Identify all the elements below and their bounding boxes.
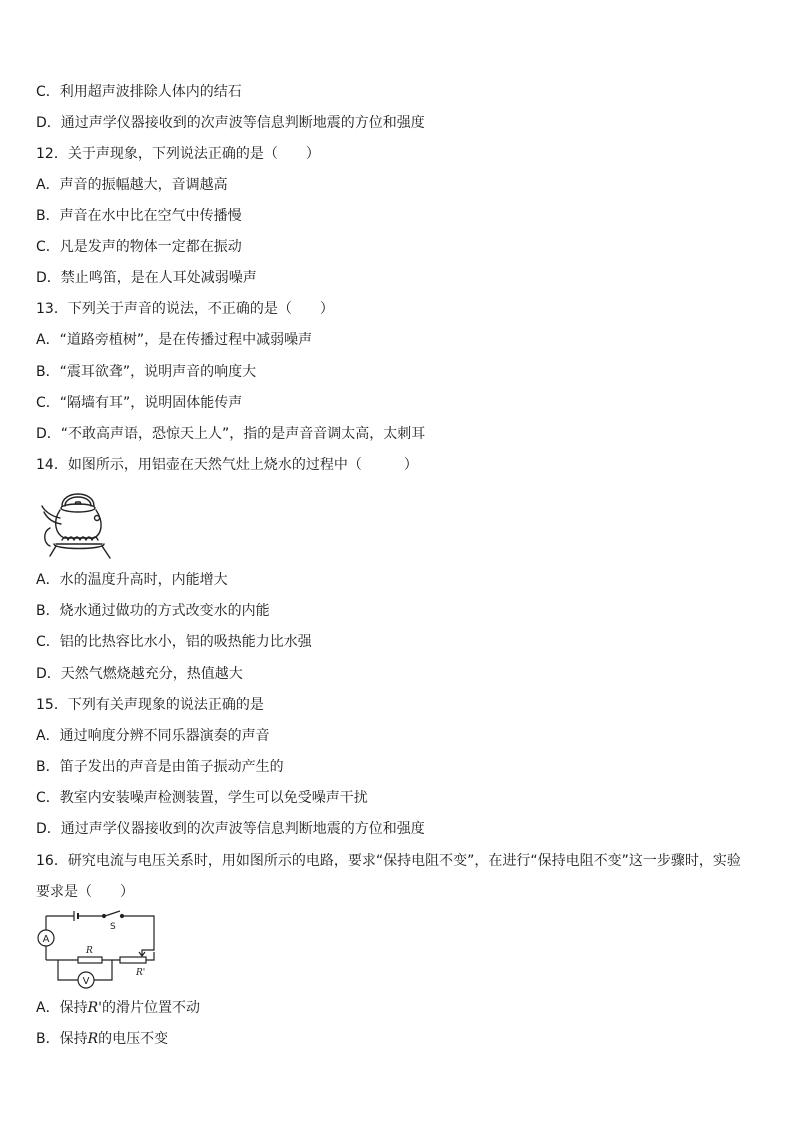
rheostat-symbol: R' xyxy=(87,1000,102,1016)
q15-option-c: C．教室内安装噪声检测装置，学生可以免受噪声干扰 xyxy=(36,790,368,806)
q16-option-a xyxy=(36,998,200,1018)
q12-option-a: A．声音的振幅越大，音调越高 xyxy=(36,177,228,193)
q14-option-a: A．水的温度升高时，内能增大 xyxy=(36,572,228,588)
q15-option-d: D．通过声学仪器接收到的次声波等信息判断地震的方位和强度 xyxy=(36,821,425,837)
ammeter-label: A xyxy=(42,934,50,945)
q16-option-b xyxy=(36,1029,168,1049)
voltmeter-label: V xyxy=(82,976,90,987)
q12-option-c: C．凡是发声的物体一定都在振动 xyxy=(36,239,242,255)
q11-option-c: C．利用超声波排除人体内的结石 xyxy=(36,84,242,100)
q16-stem-line2: 要求是（ ） xyxy=(36,884,134,900)
q16-stem-line1: 16．研究电流与电压关系时，用如图所示的电路，要求“保持电阻不变”，在进行“保持电阻不变”这一步骤时，实验 xyxy=(36,853,741,869)
q13-option-c: C．“隔墙有耳”，说明固体能传声 xyxy=(36,395,243,411)
circuit-diagram xyxy=(34,908,162,992)
q13-option-b: B．“震耳欲聋”，说明声音的响度大 xyxy=(36,364,257,380)
q14-option-d: D．天然气燃烧越充分，热值越大 xyxy=(36,666,243,682)
q13-option-d: D．“不敢高声语，恐惊天上人”，指的是声音音调太高，太刺耳 xyxy=(36,426,426,442)
q14-option-c: C．铝的比热容比水小，铝的吸热能力比水强 xyxy=(36,634,312,650)
kettle-on-stove-figure xyxy=(40,488,120,560)
rheostat-label: R' xyxy=(136,968,146,978)
q12-option-b: B．声音在水中比在空气中传播慢 xyxy=(36,208,242,224)
q11-option-d: D．通过声学仪器接收到的次声波等信息判断地震的方位和强度 xyxy=(36,115,425,131)
q14-stem: 14．如图所示，用铝壶在天然气灶上烧水的过程中（ ） xyxy=(36,457,418,473)
resistor-label: R xyxy=(86,946,93,956)
q14-option-b: B．烧水通过做功的方式改变水的内能 xyxy=(36,603,270,619)
q15-stem: 15．下列有关声现象的说法正确的是 xyxy=(36,697,264,713)
q15-option-a: A．通过响度分辨不同乐器演奏的声音 xyxy=(36,728,270,744)
q16-option-a-suffix: 的滑片位置不动 xyxy=(101,1000,200,1016)
q12-option-d: D．禁止鸣笛，是在人耳处减弱噪声 xyxy=(36,270,257,286)
q13-stem: 13．下列关于声音的说法，不正确的是（ ） xyxy=(36,301,334,317)
resistor-symbol: R xyxy=(87,1031,99,1047)
q13-option-a: A．“道路旁植树”，是在传播过程中减弱噪声 xyxy=(36,332,313,348)
q16-option-a-prefix: A．保持 xyxy=(36,1000,88,1016)
switch-label: S xyxy=(110,922,116,932)
q16-option-b-prefix: B．保持 xyxy=(36,1031,88,1047)
q12-stem: 12．关于声现象，下列说法正确的是（ ） xyxy=(36,146,320,162)
q16-option-b-suffix: 的电压不变 xyxy=(98,1031,169,1047)
q15-option-b: B．笛子发出的声音是由笛子振动产生的 xyxy=(36,759,284,775)
